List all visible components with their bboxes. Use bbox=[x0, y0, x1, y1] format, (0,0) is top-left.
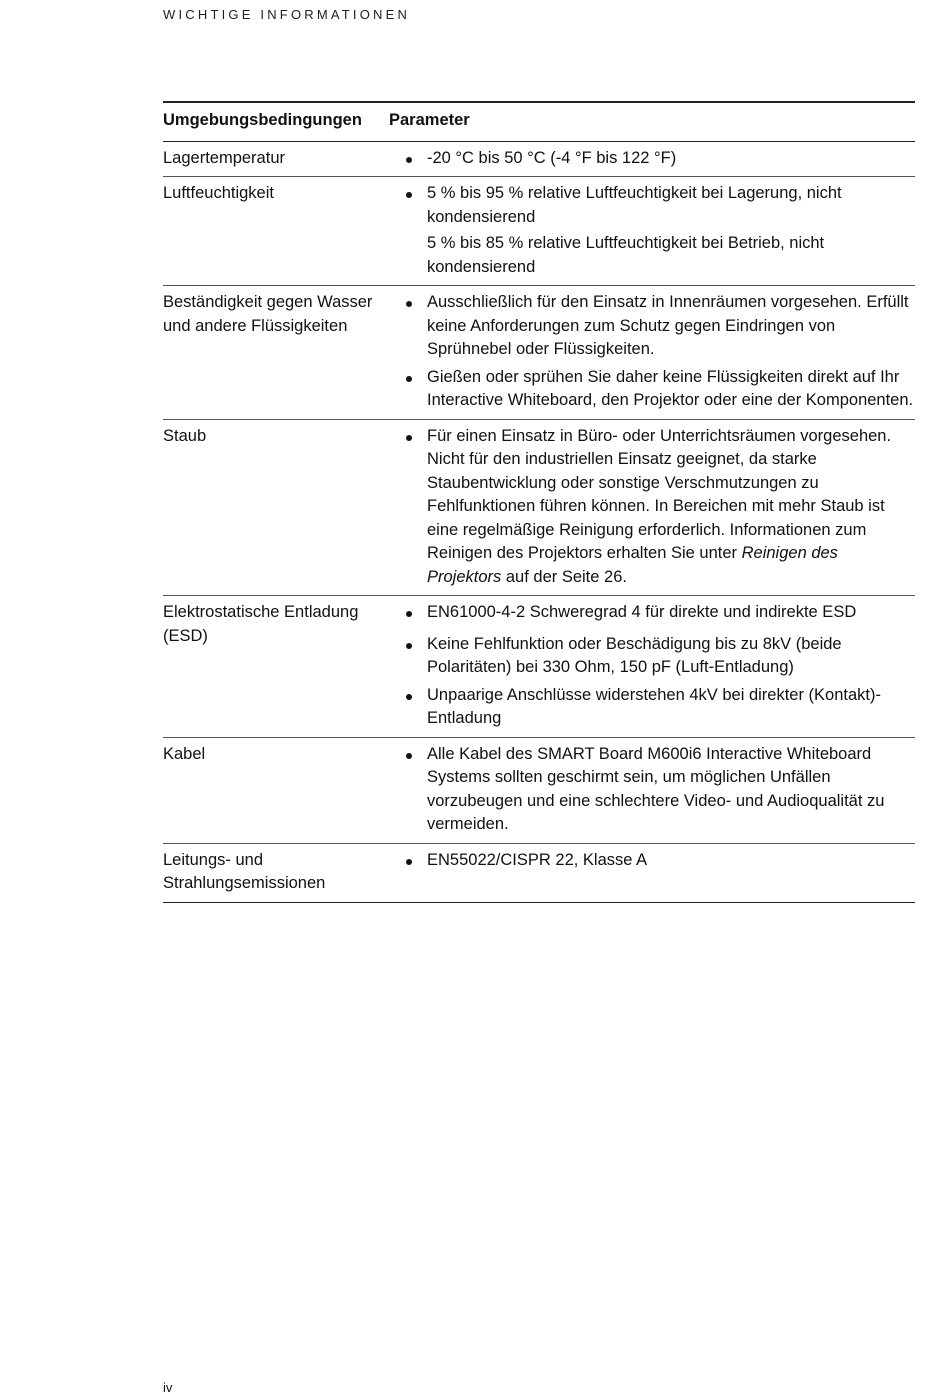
parameter-list bbox=[389, 147, 915, 171]
parameter-cell bbox=[389, 843, 915, 902]
list-item bbox=[389, 684, 915, 731]
list-item-text: -20 °C bis 50 °C (-4 °F bis 122 °F) bbox=[427, 148, 677, 167]
list-item-text: 5 % bis 95 % relative Luftfeuchtigkeit bei Lagerung, nicht kondensierend bbox=[427, 184, 842, 226]
table-header-row bbox=[163, 102, 915, 141]
table-row bbox=[163, 596, 915, 738]
condition-cell: Leitungs- und Strahlungsemissionen bbox=[163, 843, 389, 902]
parameter-list bbox=[389, 182, 915, 279]
running-header: WICHTIGE INFORMATIONEN bbox=[163, 7, 411, 22]
parameter-cell bbox=[389, 737, 915, 843]
parameter-list bbox=[389, 601, 915, 731]
parameter-cell bbox=[389, 419, 915, 596]
list-item bbox=[389, 743, 915, 837]
list-item bbox=[389, 291, 915, 362]
parameter-list bbox=[389, 743, 915, 837]
list-item bbox=[389, 147, 915, 171]
parameter-list bbox=[389, 849, 915, 873]
list-item-text: Für einen Einsatz in Büro- oder Unterrichtsräumen vorgesehen. Nicht für den industriellen Einsatz geeignet, da starke Staubentwicklung oder sonstige Verschmutzungen zu Fehlfunktionen führen können. In Bereichen mit mehr Staub ist eine regelmäßige Reinigung erforderlich. Informationen zum Reinigen des Projektors erhalten Sie unter bbox=[427, 426, 892, 562]
condition-cell: Elektrostatische Entladung (ESD) bbox=[163, 596, 389, 738]
table-row bbox=[163, 286, 915, 420]
page-number: iv bbox=[163, 1380, 173, 1395]
environmental-specs-table bbox=[163, 101, 915, 903]
parameter-list bbox=[389, 291, 915, 413]
list-item-text: EN61000-4-2 Schweregrad 4 für direkte und indirekte ESD bbox=[427, 603, 857, 621]
parameter-list bbox=[389, 425, 915, 590]
column-header-condition: Umgebungsbedingungen bbox=[163, 102, 389, 141]
list-item-text-suffix: auf der Seite 26. bbox=[501, 567, 627, 586]
bullet-icon bbox=[406, 192, 412, 198]
list-item-text: Ausschließlich für den Einsatz in Innenräumen vorgesehen. Erfüllt keine Anforderungen zum Schutz gegen Eindringen von Sprühnebel oder Flüssigkeiten. bbox=[427, 293, 909, 358]
list-item-text: EN55022/CISPR 22, Klasse A bbox=[427, 850, 648, 869]
condition-cell: Kabel bbox=[163, 737, 389, 843]
bullet-icon bbox=[406, 435, 412, 441]
list-item bbox=[389, 425, 915, 590]
table-row bbox=[163, 141, 915, 177]
bullet-icon bbox=[406, 694, 412, 700]
list-item bbox=[389, 182, 915, 229]
list-item bbox=[389, 849, 915, 873]
table-row bbox=[163, 177, 915, 286]
list-item bbox=[389, 366, 915, 413]
list-item-text: Alle Kabel des SMART Board M600i6 Interactive Whiteboard Systems sollten geschirmt sein, um möglichen Unfällen vorzubeugen und eine schlechtere Video- und Audioqualität zu vermeiden. bbox=[427, 744, 885, 833]
list-item bbox=[389, 601, 915, 625]
parameter-cell bbox=[389, 596, 915, 738]
table-row bbox=[163, 419, 915, 596]
bullet-icon bbox=[406, 376, 412, 382]
bullet-icon bbox=[406, 611, 412, 617]
bullet-icon bbox=[406, 753, 412, 759]
bullet-icon bbox=[406, 643, 412, 649]
bullet-icon bbox=[406, 157, 412, 163]
list-item bbox=[389, 633, 915, 680]
parameter-cell bbox=[389, 177, 915, 286]
condition-cell: Beständigkeit gegen Wasser und andere Flüssigkeiten bbox=[163, 286, 389, 420]
condition-cell: Lagertemperatur bbox=[163, 141, 389, 177]
list-item-text: Unpaarige Anschlüsse widerstehen 4kV bei direkter (Kontakt)-Entladung bbox=[427, 685, 881, 727]
column-header-parameter: Parameter bbox=[389, 102, 915, 141]
parameter-cell bbox=[389, 286, 915, 420]
list-item-text: Keine Fehlfunktion oder Beschädigung bis zu 8kV (beide Polaritäten) bei 330 Ohm, 150 pF (Luft-Entladung) bbox=[427, 634, 842, 676]
condition-cell: Staub bbox=[163, 419, 389, 596]
list-item-text: 5 % bis 85 % relative Luftfeuchtigkeit bei Betrieb, nicht kondensierend bbox=[427, 234, 825, 276]
parameter-cell bbox=[389, 141, 915, 177]
condition-cell: Luftfeuchtigkeit bbox=[163, 177, 389, 286]
bullet-icon bbox=[406, 301, 412, 307]
bullet-icon bbox=[406, 859, 412, 865]
list-item-text: Gießen oder sprühen Sie daher keine Flüssigkeiten direkt auf Ihr Interactive Whiteboard, den Projektor oder eine der Komponenten. bbox=[427, 367, 914, 409]
table-row bbox=[163, 843, 915, 902]
list-item-continuation bbox=[389, 232, 915, 279]
table-row bbox=[163, 737, 915, 843]
cross-reference-link[interactable]: Reinigen des Projektors bbox=[427, 544, 838, 586]
